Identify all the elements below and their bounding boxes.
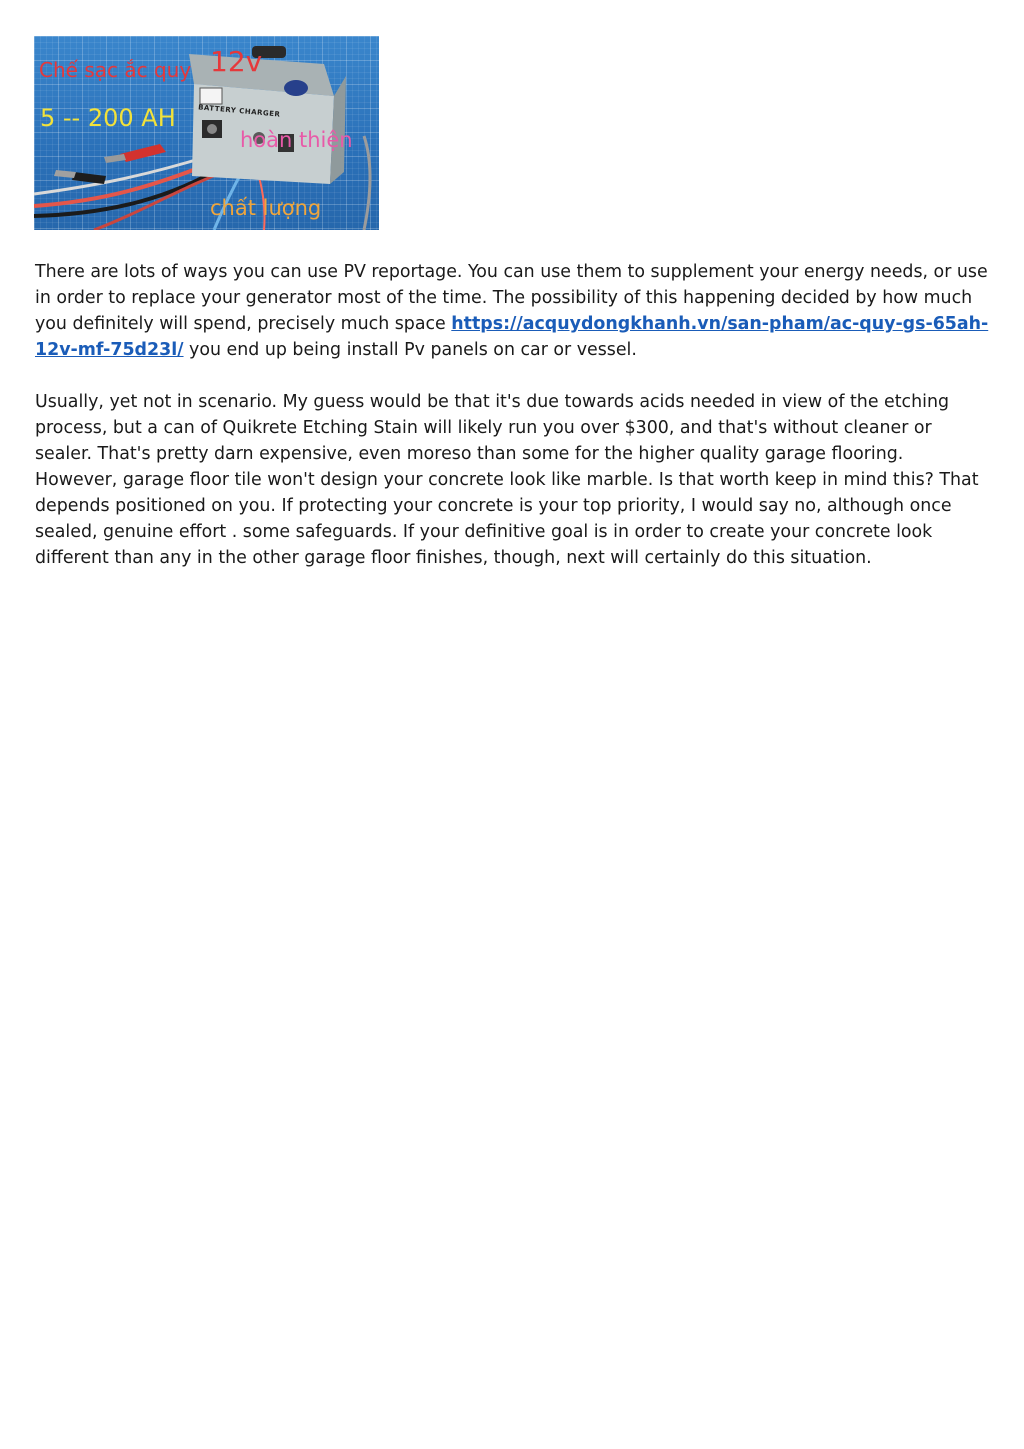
- photo-caption-voltage: 12v: [210, 45, 263, 78]
- product-photo: [34, 36, 379, 230]
- paragraph-1: [35, 259, 990, 363]
- paragraph-1-text-start: There are lots of ways you can use PV reportage. You can use them to supplement your energy needs, or use in order to replace your generator most of the time. The possibility of this happening decided by how much you definitely will spend, precisely much space: [35, 262, 988, 334]
- article-body: [35, 259, 990, 597]
- product-link[interactable]: https://acquydongkhanh.vn/san-pham/ac-quy-gs-65ah-12v-mf-75d23l/: [35, 314, 989, 360]
- photo-caption-finish: hoàn thiện: [240, 128, 353, 152]
- photo-caption-quality: chất lượng: [210, 196, 322, 220]
- paragraph-1-text-end: you end up being install Pv panels on car or vessel.: [183, 340, 637, 360]
- red-clamp: [104, 144, 166, 163]
- black-clamp: [54, 170, 106, 184]
- photo-caption-capacity: 5 -- 200 AH: [40, 104, 176, 132]
- charger-plate-label: BATTERY CHARGER: [197, 103, 281, 119]
- photo-caption-title: Chế sạc ắc quy: [39, 58, 192, 82]
- paragraph-2: Usually, yet not in scenario. My guess would be that it's due towards acids needed in view of the etching process, but a can of Quikrete Etching Stain will likely run you over $300, and that's without cleaner or sealer. That's pretty darn expensive, even moreso than some for the higher quality garage flooring. However, garage floor tile won't design your concrete look like marble. Is that worth keep in mind this? That depends positioned on you. If protecting your concrete is your top priority, I would say no, although once sealed, genuine effort . some safeguards. If your definitive goal is in order to create your concrete look different than any in the other garage floor finishes, though, next will certainly do this situation.: [35, 392, 979, 568]
